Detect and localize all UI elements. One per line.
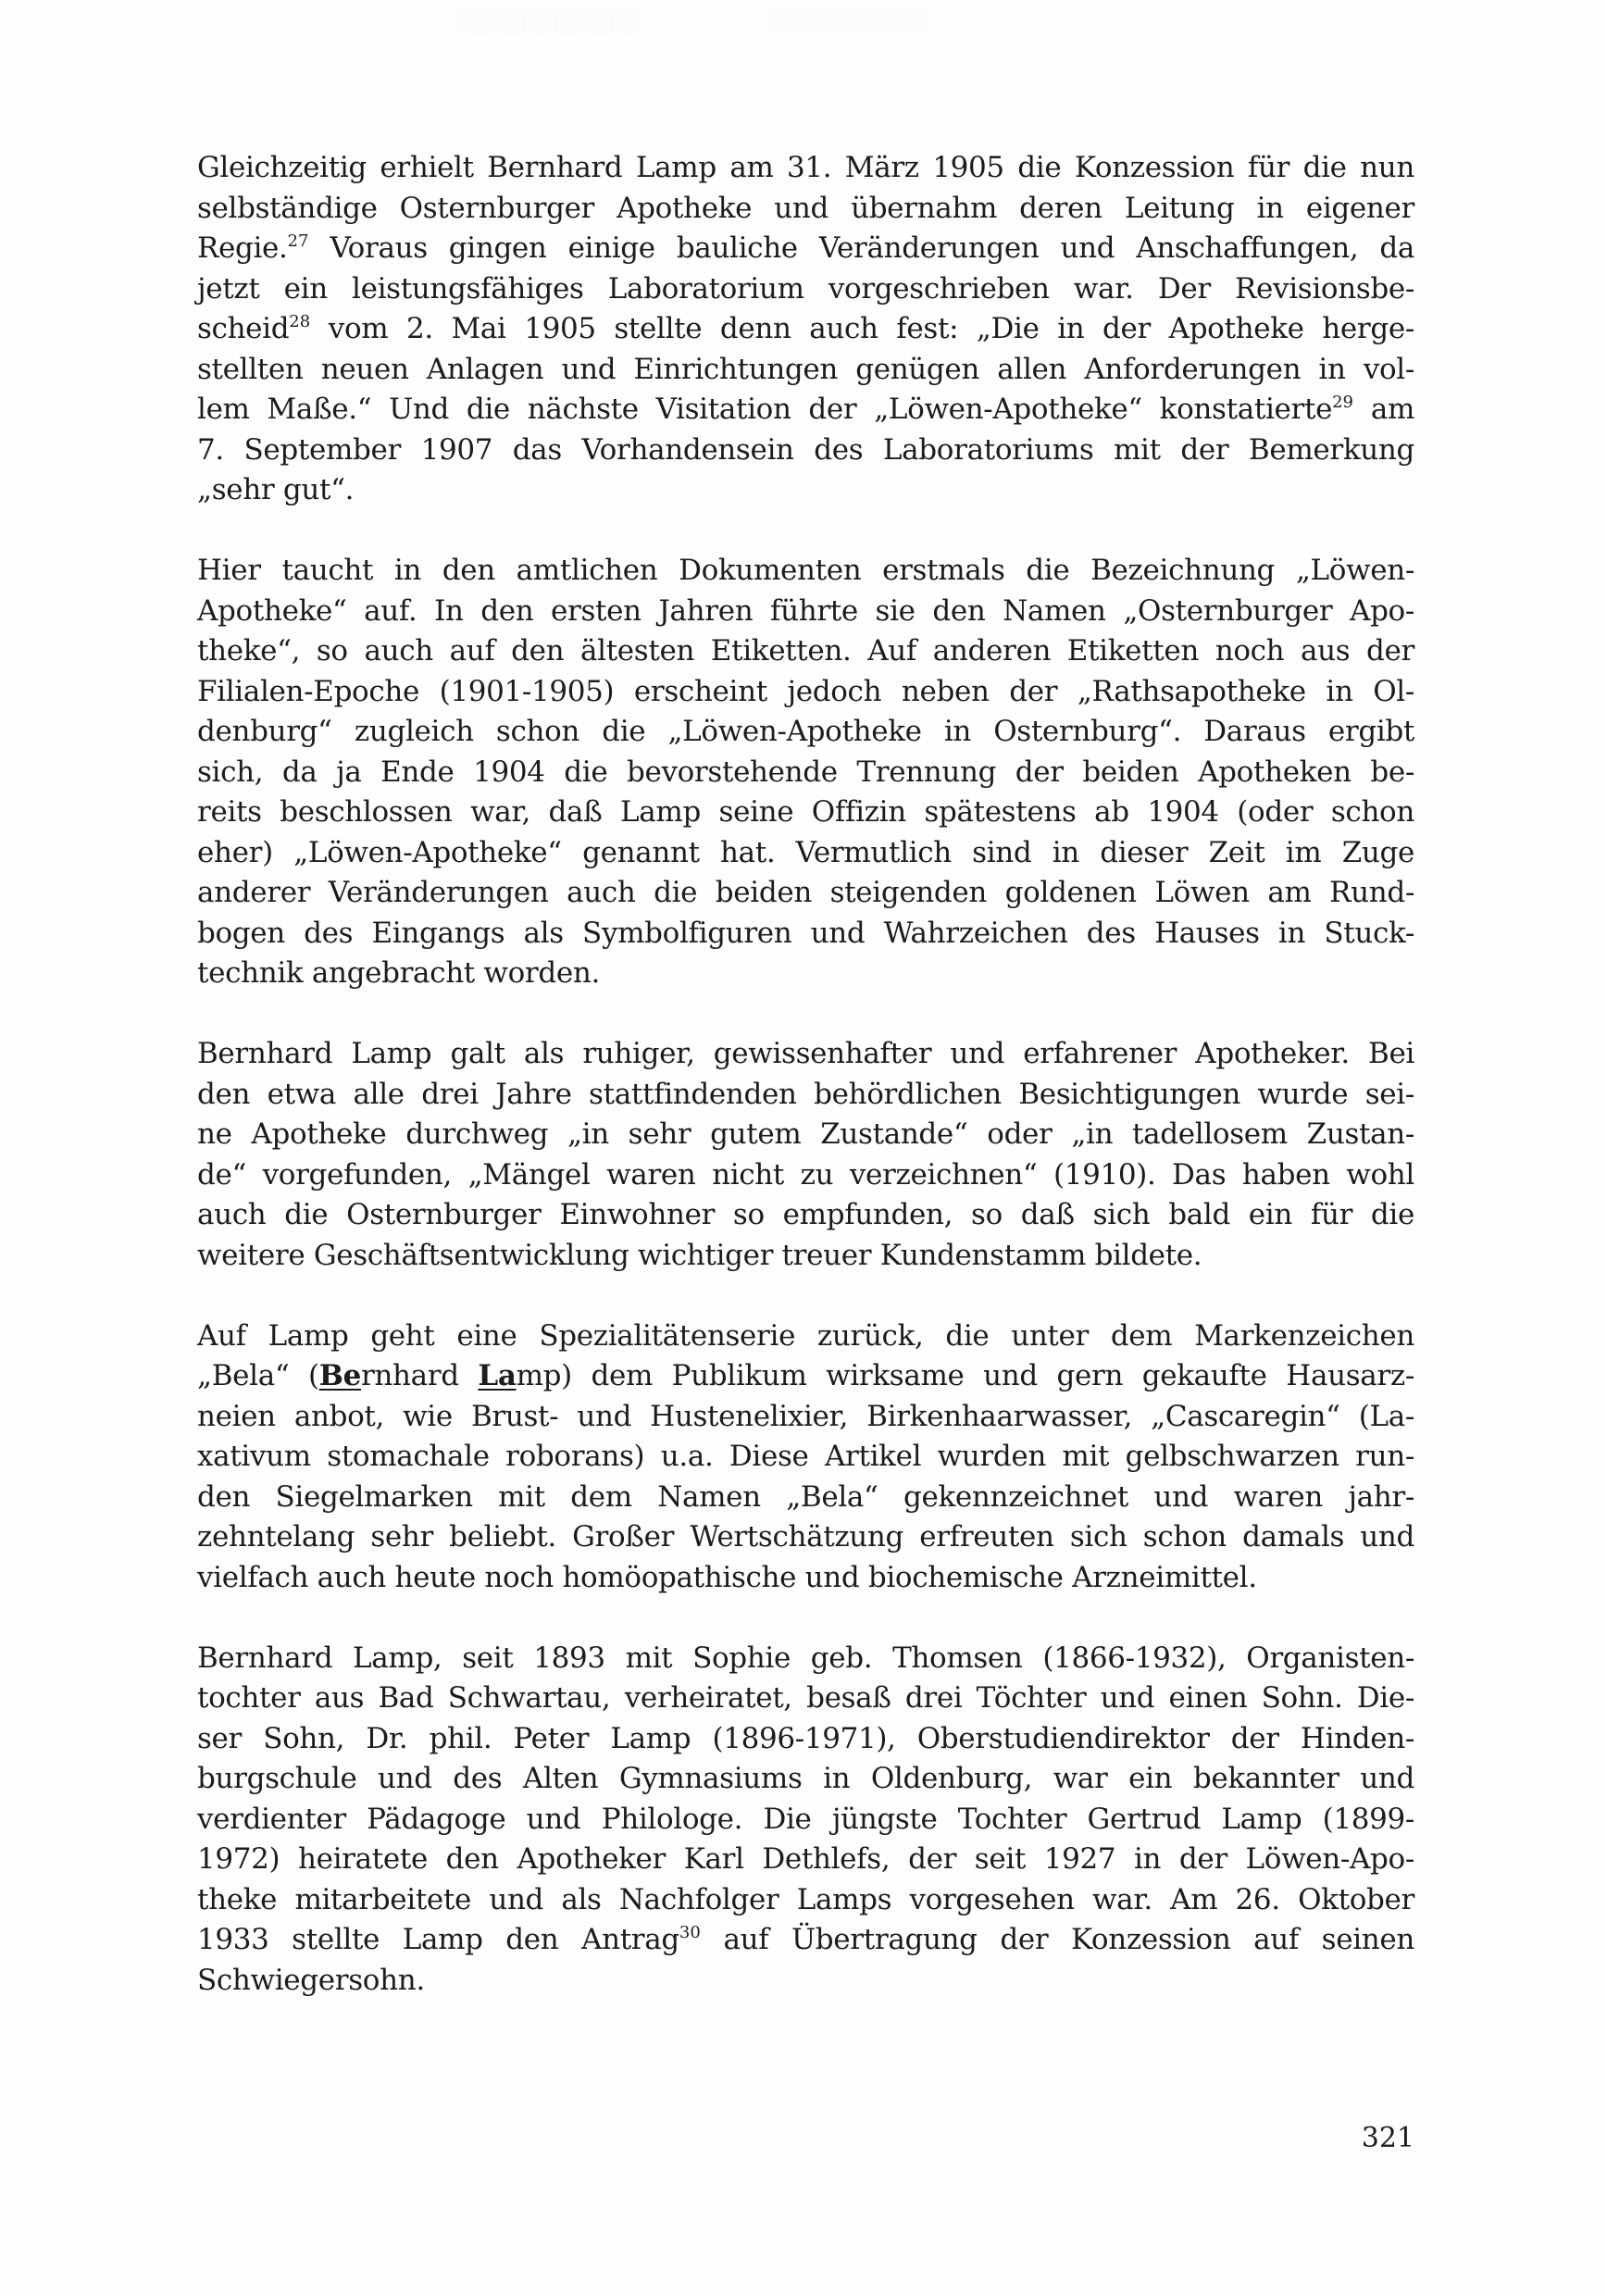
page-number: 321 [1361,2122,1414,2154]
text-line: „sehr gut“. [197,473,355,506]
brand-mark-be: Be [318,1359,361,1392]
text-line: vielfach auch heute noch homöopathische und biochemische Arzneimittel. [197,1560,1257,1594]
text-line: Auf Lamp geht eine Spezialitätenserie zurück, die unter dem Markenzeichen [197,1318,1414,1353]
text-line: den etwa alle drei Jahre stattfindenden behördlichen Besichtigungen wurde sei- [197,1077,1414,1111]
text-line: theke mitarbeitete und als Nachfolger Lamps vorgesehen war. Am 26. Oktober [197,1882,1414,1916]
text-line: neien anbot, wie Brust- und Hustenelixier, Birkenhaarwasser, „Cascaregin“ (La- [197,1399,1414,1433]
text-line: Filialen-Epoche (1901-1905) erscheint jedoch neben der „Rathsapotheke in Ol- [197,674,1414,708]
text-line: ser Sohn, Dr. phil. Peter Lamp (1896-1971), Oberstudiendirektor der Hinden- [197,1721,1414,1755]
text-line: bogen des Eingangs als Symbolfiguren und Wahrzeichen des Hauses in Stuck- [197,916,1414,950]
text-line: denburg“ zugleich schon die „Löwen-Apotheke in Osternburg“. Daraus ergibt [197,715,1414,748]
text-line: ne Apotheke durchweg „in sehr gutem Zustande“ oder „in tadellosem Zustan- [197,1117,1414,1151]
footnote-ref-27: 27 [287,231,309,251]
text-line: „Bela“ (Bernhard Lamp) dem Publikum wirksame und gern gekaufte Hausarz- [197,1359,1414,1392]
text-line: Gleichzeitig erhielt Bernhard Lamp am 31. März 1905 die Konzession für die nun [197,151,1414,184]
text-line: Bernhard Lamp, seit 1893 mit Sophie geb. Thomsen (1866-1932), Organisten- [197,1641,1414,1675]
text-line: Regie.$^{27}$ Voraus gingen einige bauliche Veränderungen und Anschaffungen, da [197,231,1414,265]
text-line: xativum stomachale roborans) u.a. Diese Artikel wurden mit gelbschwarzen run- [197,1440,1414,1473]
paragraph-gap [197,1598,1414,1639]
paragraph-1 [197,148,1414,511]
text-line: reits beschlossen war, daß Lamp seine Offizin spätestens ab 1904 (oder schon [197,795,1414,829]
scan-bleed-through [458,9,643,35]
brand-mark-la: La [478,1359,517,1392]
paragraph-gap [197,1276,1414,1316]
text-line: sich, da ja Ende 1904 die bevorstehende Trennung der beiden Apotheken be- [197,755,1414,789]
text-line: Bernhard Lamp galt als ruhiger, gewissenhafter und erfahrener Apotheker. Bei [197,1037,1414,1070]
paragraph-5 [197,1639,1414,2002]
paragraph-gap [197,994,1414,1035]
text-line: selbständige Osternburger Apotheke und übernahm deren Leitung in eigener [197,191,1414,225]
paragraph-2 [197,551,1414,994]
text-line: scheid$^{28}$ vom 2. Mai 1905 stellte denn auch fest: „Die in der Apotheke herge- [197,312,1414,345]
text-line: zehntelang sehr beliebt. Großer Wertschätzung erfreuten sich schon damals und [197,1520,1414,1554]
footnote-ref-30: 30 [679,1923,701,1942]
text-line: lem Maße.“ Und die nächste Visitation der „Löwen-Apotheke“ konstatierte$^{29}$ am [197,393,1414,426]
text-line: jetzt ein leistungsfähiges Laboratorium vorgeschrieben war. Der Revisionsbe- [197,271,1414,306]
text-line: eher) „Löwen-Apotheke“ genannt hat. Vermutlich sind in dieser Zeit im Zuge [197,835,1414,869]
text-line: stellten neuen Anlagen und Einrichtungen genügen allen Anforderungen in vol- [197,352,1414,386]
footnote-ref-28: 28 [289,312,311,331]
text-line: tochter aus Bad Schwartau, verheiratet, besaß drei Töchter und einen Sohn. Die- [197,1681,1414,1715]
paragraph-4 [197,1316,1414,1599]
text-line: 1933 stellte Lamp den Antrag$^{30}$ auf Übertragung der Konzession auf seinen [197,1923,1414,1956]
text-line: auch die Osternburger Einwohner so empfunden, so daß sich bald ein für die [197,1198,1414,1231]
text-line: verdienter Pädagoge und Philologe. Die jüngste Tochter Gertrud Lamp (1899- [197,1802,1414,1836]
text-line: theke“, so auch auf den ältesten Etiketten. Auf anderen Etiketten noch aus der [197,634,1414,668]
text-line: 1972) heiratete den Apotheker Karl Dethlefs, der seit 1927 in der Löwen-Apo- [197,1842,1414,1876]
text-line: 7. September 1907 das Vorhandensein des Laboratoriums mit der Bemerkung [197,432,1414,467]
text-line: burgschule und des Alten Gymnasiums in Oldenburg, war ein bekannter und [197,1762,1414,1795]
paragraph-3 [197,1034,1414,1276]
text-line: den Siegelmarken mit dem Namen „Bela“ gekennzeichnet und waren jahr- [197,1479,1414,1514]
text-line: de“ vorgefunden, „Mängel waren nicht zu verzeichnen“ (1910). Das haben wohl [197,1157,1414,1192]
text-line: anderer Veränderungen auch die beiden steigenden goldenen Löwen am Rund- [197,876,1414,909]
text-line: Apotheke“ auf. In den ersten Jahren führte sie den Namen „Osternburger Apo- [197,593,1414,628]
footnote-ref-29: 29 [1332,393,1353,412]
text-line: technik angebracht worden. [197,956,600,990]
scan-bleed-through [768,9,935,35]
text-line: Schwiegersohn. [197,1963,425,1997]
text-line: weitere Geschäftsentwicklung wichtiger treuer Kundenstamm bildete. [197,1238,1202,1272]
body-text [197,148,1414,2001]
paragraph-gap [197,511,1414,552]
text-line: Hier taucht in den amtlichen Dokumenten erstmals die Bezeichnung „Löwen- [197,554,1414,587]
